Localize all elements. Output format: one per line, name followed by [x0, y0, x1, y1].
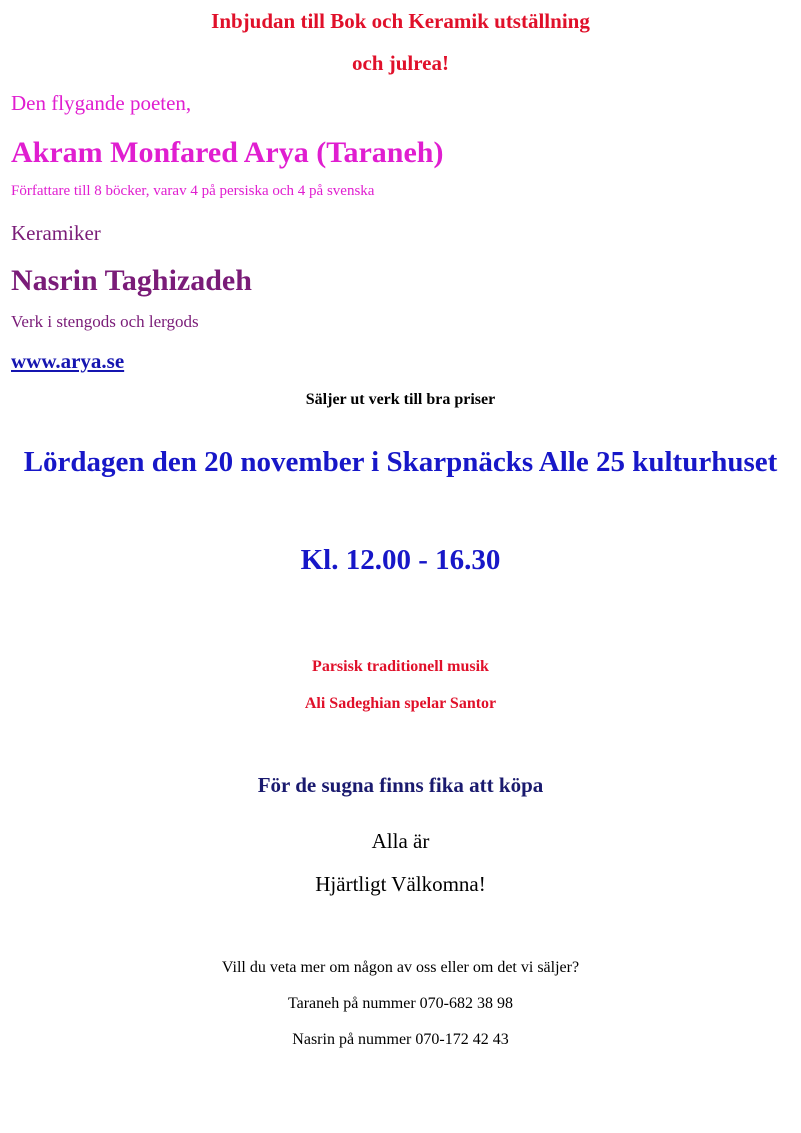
contact-taraneh: Taraneh på nummer 070-682 38 98 — [287, 995, 514, 1012]
contact-nasrin: Nasrin på nummer 070-172 42 43 — [292, 1031, 509, 1048]
invitation-subtitle: och julrea! — [351, 51, 449, 75]
poet-name: Akram Monfared Arya (Taraneh) — [11, 136, 444, 169]
ceramicist-name: Nasrin Taghizadeh — [11, 264, 252, 297]
event-date-location: Lördagen den 20 november i Skarpnäcks Alle 25 kulturhuset — [23, 446, 778, 478]
poet-description: Författare till 8 böcker, varav 4 på persiska och 4 på svenska — [11, 183, 375, 199]
music-line-2: Ali Sadeghian spelar Santor — [304, 695, 497, 712]
poet-intro: Den flygande poeten, — [11, 91, 192, 115]
fika-note: För de sugna finns fika att köpa — [257, 773, 544, 797]
music-line-1: Parsisk traditionell musik — [312, 658, 489, 675]
ceramicist-description: Verk i stengods och lergods — [11, 312, 199, 331]
website-link[interactable]: www.arya.se — [11, 349, 125, 373]
event-time: Kl. 12.00 - 16.30 — [300, 544, 501, 576]
ceramicist-role: Keramiker — [11, 221, 101, 245]
sale-note: Säljer ut verk till bra priser — [305, 391, 496, 408]
contact-question: Vill du veta mer om någon av oss eller om det vi säljer? — [221, 959, 580, 976]
welcome-line-1: Alla är — [371, 829, 430, 853]
welcome-line-2: Hjärtligt Välkomna! — [315, 872, 486, 896]
invitation-title: Inbjudan till Bok och Keramik utställning — [211, 9, 590, 33]
